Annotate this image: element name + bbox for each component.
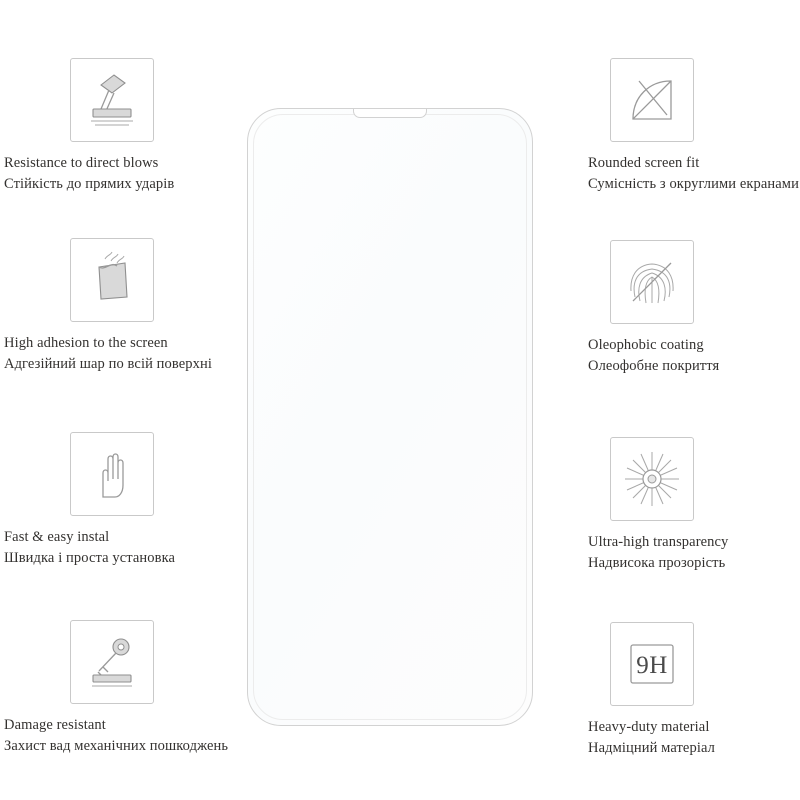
key-scratch-icon — [70, 620, 154, 704]
feature-heavy-duty-material — [588, 622, 800, 758]
feature-caption-uk: Швидка і проста установка — [4, 549, 176, 566]
feature-oleophobic-coating — [588, 240, 800, 376]
feature-high-adhesion — [4, 238, 234, 374]
feature-caption-en: Resistance to direct blows — [4, 155, 159, 171]
starburst-transparency-icon — [610, 437, 694, 521]
feature-caption-en: Ultra-high transparency — [588, 534, 729, 550]
feature-caption — [588, 335, 800, 376]
feature-rounded-screen-fit — [588, 58, 800, 194]
feature-column-right — [588, 0, 800, 800]
feature-caption-uk: Надміцний матеріал — [588, 739, 715, 756]
feature-caption-uk: Надвисока прозорість — [588, 554, 726, 571]
feature-caption-uk: Сумісність з округлими екранами — [588, 175, 799, 192]
feature-caption-en: Heavy-duty material — [588, 719, 710, 735]
feature-caption — [4, 527, 234, 568]
feature-caption — [588, 717, 800, 758]
feature-caption-uk: Адгезійний шар по всій поверхні — [4, 355, 212, 372]
feature-caption — [4, 333, 234, 374]
feature-caption-en: Fast & easy instal — [4, 529, 110, 545]
rounded-corner-icon — [610, 58, 694, 142]
feature-damage-resistant — [4, 620, 234, 756]
feature-caption-uk: Захист вад механічних пошкоджень — [4, 737, 229, 754]
feature-caption — [588, 153, 800, 194]
hardness-9h-icon — [610, 622, 694, 706]
hand-install-icon — [70, 432, 154, 516]
phone-inner-outline — [253, 114, 527, 720]
feature-fast-easy-install — [4, 432, 234, 568]
feature-caption — [4, 153, 234, 194]
feature-caption — [4, 715, 234, 756]
feature-caption-uk: Олеофобне покриття — [588, 357, 720, 374]
feature-caption — [588, 532, 800, 573]
fingerprint-oleophobic-icon — [610, 240, 694, 324]
feature-column-left — [4, 0, 234, 800]
adhesion-film-icon — [70, 238, 154, 322]
screen-protector-graphic — [247, 108, 533, 726]
hardness-badge-text: 9H — [636, 652, 668, 679]
feature-caption-en: High adhesion to the screen — [4, 335, 168, 351]
feature-caption-en: Oleophobic coating — [588, 337, 704, 353]
hammer-impact-icon — [70, 58, 154, 142]
phone-notch — [353, 109, 427, 118]
feature-resistance-to-blows — [4, 58, 234, 194]
feature-caption-en: Rounded screen fit — [588, 155, 700, 171]
feature-ultra-high-transparency — [588, 437, 800, 573]
phone-outline — [247, 108, 533, 726]
feature-caption-en: Damage resistant — [4, 717, 106, 733]
feature-caption-uk: Стійкість до прямих ударів — [4, 175, 175, 192]
